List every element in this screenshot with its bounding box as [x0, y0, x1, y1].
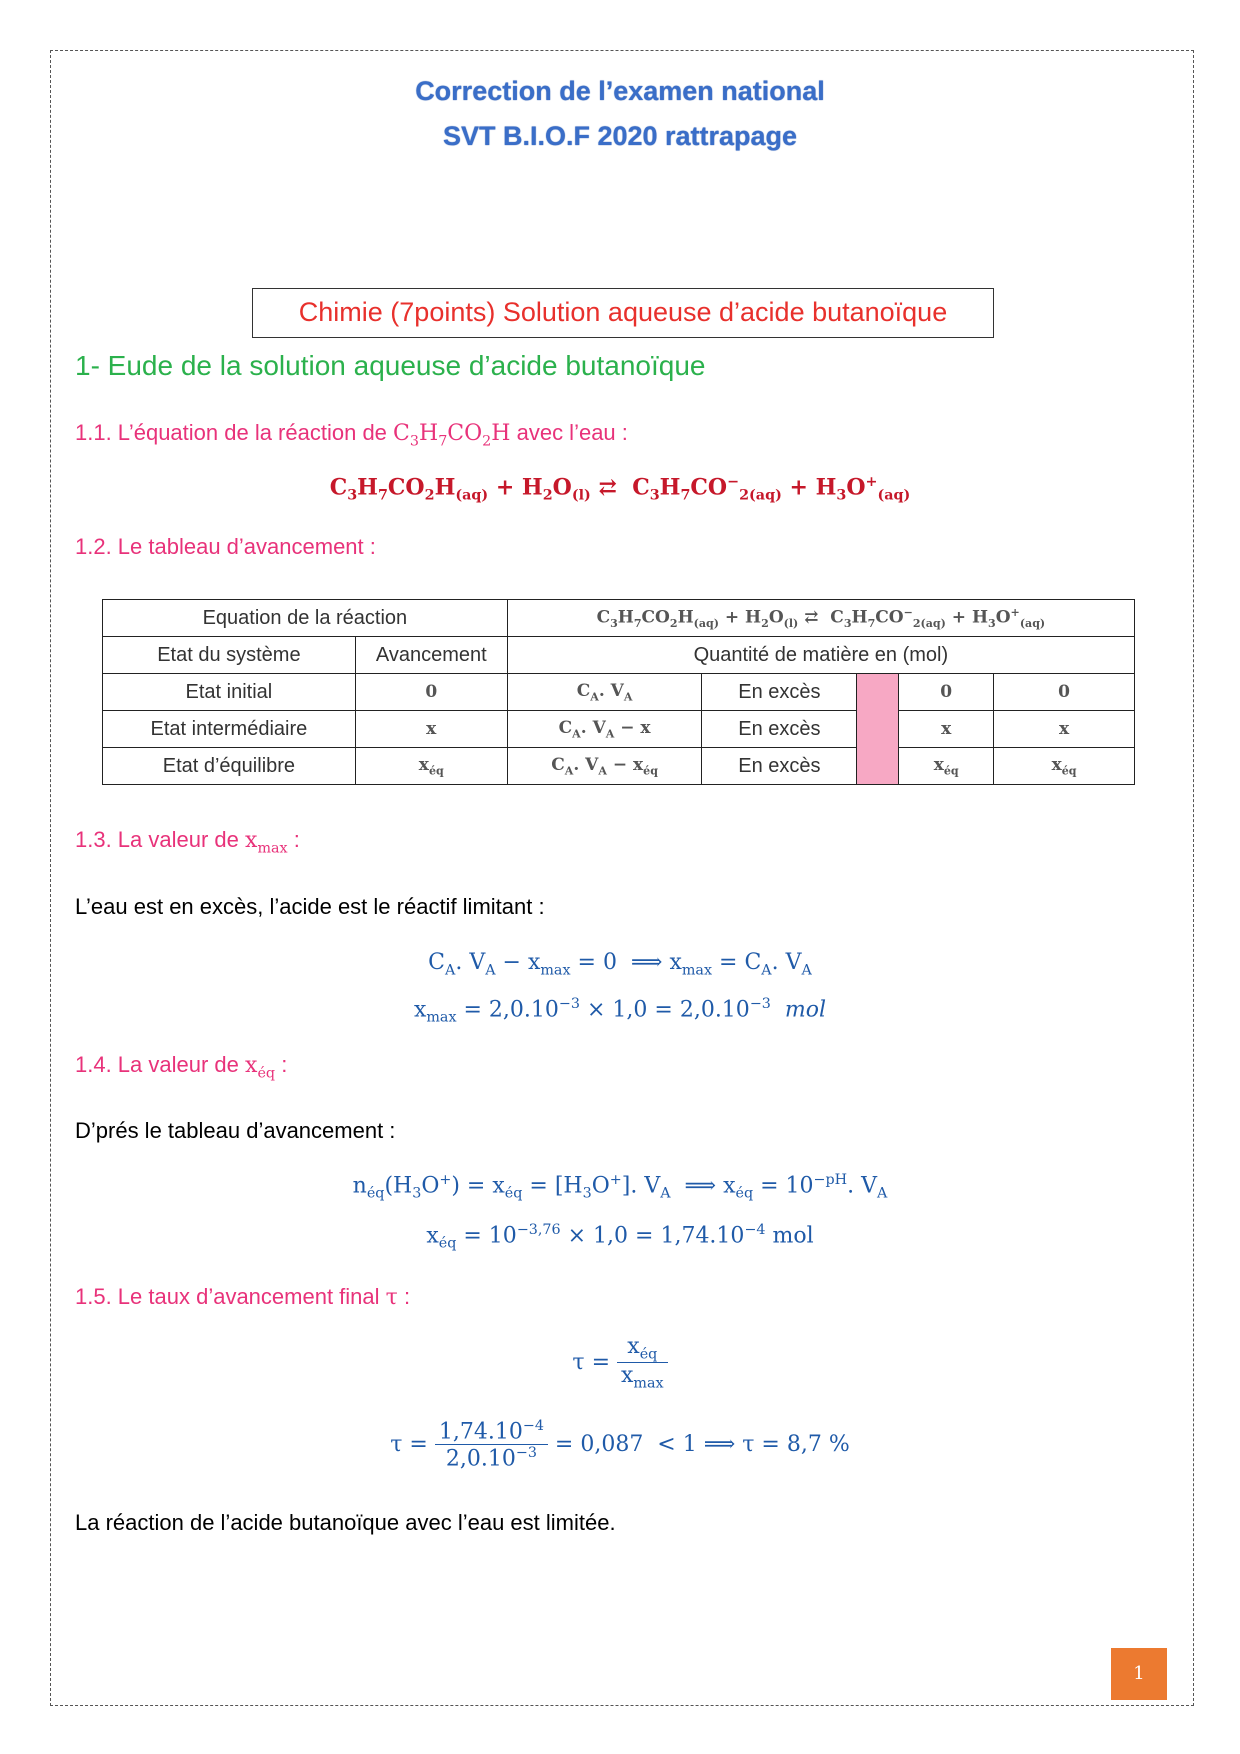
row-acid: $C_A$. $V_A - x$ [507, 711, 702, 748]
row-advance: $x_{éq}$ [355, 748, 507, 785]
table-header-advance: Avancement [355, 637, 507, 674]
table-row [103, 711, 1135, 748]
row-ion: $x_{éq}$ [899, 748, 994, 785]
q1-5-label: 1.5. Le taux d’avancement final [75, 1284, 380, 1309]
q1-3-label: 1.3. La valeur de [75, 827, 239, 852]
table-header-equation: Equation de la réaction [103, 600, 508, 637]
row-h3o: $x_{éq}$ [994, 748, 1135, 785]
table-header-quantity: Quantité de matière en (mol) [507, 637, 1134, 674]
xmax-equation-1: $C_A$. $V_A - x_{max} = 0$ ⟹ $x_{max} = C_A$. $V_A$ [428, 950, 812, 979]
title-line-1: Correction de l’examen national [415, 76, 825, 106]
q1-5-colon: : [403, 1284, 411, 1309]
section-box-title: Chimie (7points) Solution aqueuse d’acide butanoïque [252, 288, 994, 338]
part-1-title: 1- Eude de la solution aqueuse d’acide butanoïque [75, 350, 706, 381]
table-row [103, 748, 1135, 785]
row-state: Etat d’équilibre [103, 748, 356, 785]
question-1-3 [75, 827, 300, 856]
q1-4-label: 1.4. La valeur de [75, 1052, 239, 1077]
row-water: En excès [702, 674, 857, 711]
table-reference-text: D’prés le tableau d’avancement : [75, 1118, 396, 1143]
row-ion: 0 [899, 674, 994, 711]
q1-1-label: 1.1. L’équation de la réaction de [75, 420, 387, 445]
q1-4-var: $x_{éq}$ [245, 1053, 276, 1082]
row-state: Etat initial [103, 674, 356, 711]
row-state: Etat intermédiaire [103, 711, 356, 748]
q1-3-colon: : [293, 827, 300, 852]
q1-1-formula: $C_3H_7CO_2H$ [393, 421, 511, 450]
xeq-equation-2: $x_{éq} = 10^{-3,76} \times 1,0 = 1,74.10^{-4}$ mol [426, 1222, 814, 1252]
row-acid: $C_A$. $V_A$ [507, 674, 702, 711]
row-ion: x [899, 711, 994, 748]
q1-1-suffix: avec l’eau : [516, 420, 628, 445]
title-line-2: SVT B.I.O.F 2020 rattrapage [442, 121, 798, 151]
row-acid: $C_A$. $V_A - x_{éq}$ [507, 748, 702, 785]
xeq-equation-1: $n_{éq}(H_3O^+) = x_{éq} = [H_3O^+]$. $V_A$ ⟹ $x_{éq} = 10^{-pH}$. $V_A$ [352, 1172, 888, 1202]
conclusion-text: La réaction de l’acide butanoïque avec l’eau est limitée. [75, 1510, 616, 1535]
question-1-2: 1.2. Le tableau d’avancement : [75, 534, 376, 559]
row-h3o: x [994, 711, 1135, 748]
advancement-table [102, 599, 1135, 785]
q1-4-colon: : [281, 1052, 288, 1077]
table-row [103, 674, 1135, 711]
tau-calculation: τ = $\frac{1,74.10^{-4}}{2,0.10^{-3}}$ = 0,087 < 1 ⟹ τ = 8,7 % [390, 1418, 850, 1472]
table-equation: $C_3H_7CO_2H_{(aq)} + H_2O_{(l)}$ ⇄ $C_3H_7CO^-_{2(aq)} + H_3O^+_{(aq)}$ [507, 600, 1134, 637]
row-h3o: 0 [994, 674, 1135, 711]
row-water: En excès [702, 748, 857, 785]
reaction-equation: $C_3H_7CO_2H_{(aq)} + H_2O_{(l)}$ ⇄ $C_3H_7CO^-_{2(aq)} + H_3O^+_{(aq)}$ [329, 474, 911, 504]
limiting-reactant-text: L’eau est en excès, l’acide est le réactif limitant : [75, 894, 545, 919]
q1-3-var: $x_{max}$ [245, 828, 288, 857]
pink-cell [857, 674, 899, 785]
row-advance: x [355, 711, 507, 748]
page-number: 1 [1111, 1648, 1167, 1700]
tau-definition: τ = $\frac{x_{éq}}{x_{max}}$ [0, 1334, 1240, 1392]
question-1-1 [75, 420, 628, 449]
q1-5-var: τ [385, 1285, 398, 1310]
row-advance: 0 [355, 674, 507, 711]
row-water: En excès [702, 711, 857, 748]
table-header-state: Etat du système [103, 637, 356, 674]
xmax-equation-2: $x_{max} = 2,0.10^{-3} \times 1,0 = 2,0.10^{-3}$ mol [413, 996, 827, 1026]
question-1-5 [75, 1284, 410, 1310]
question-1-4 [75, 1052, 287, 1081]
